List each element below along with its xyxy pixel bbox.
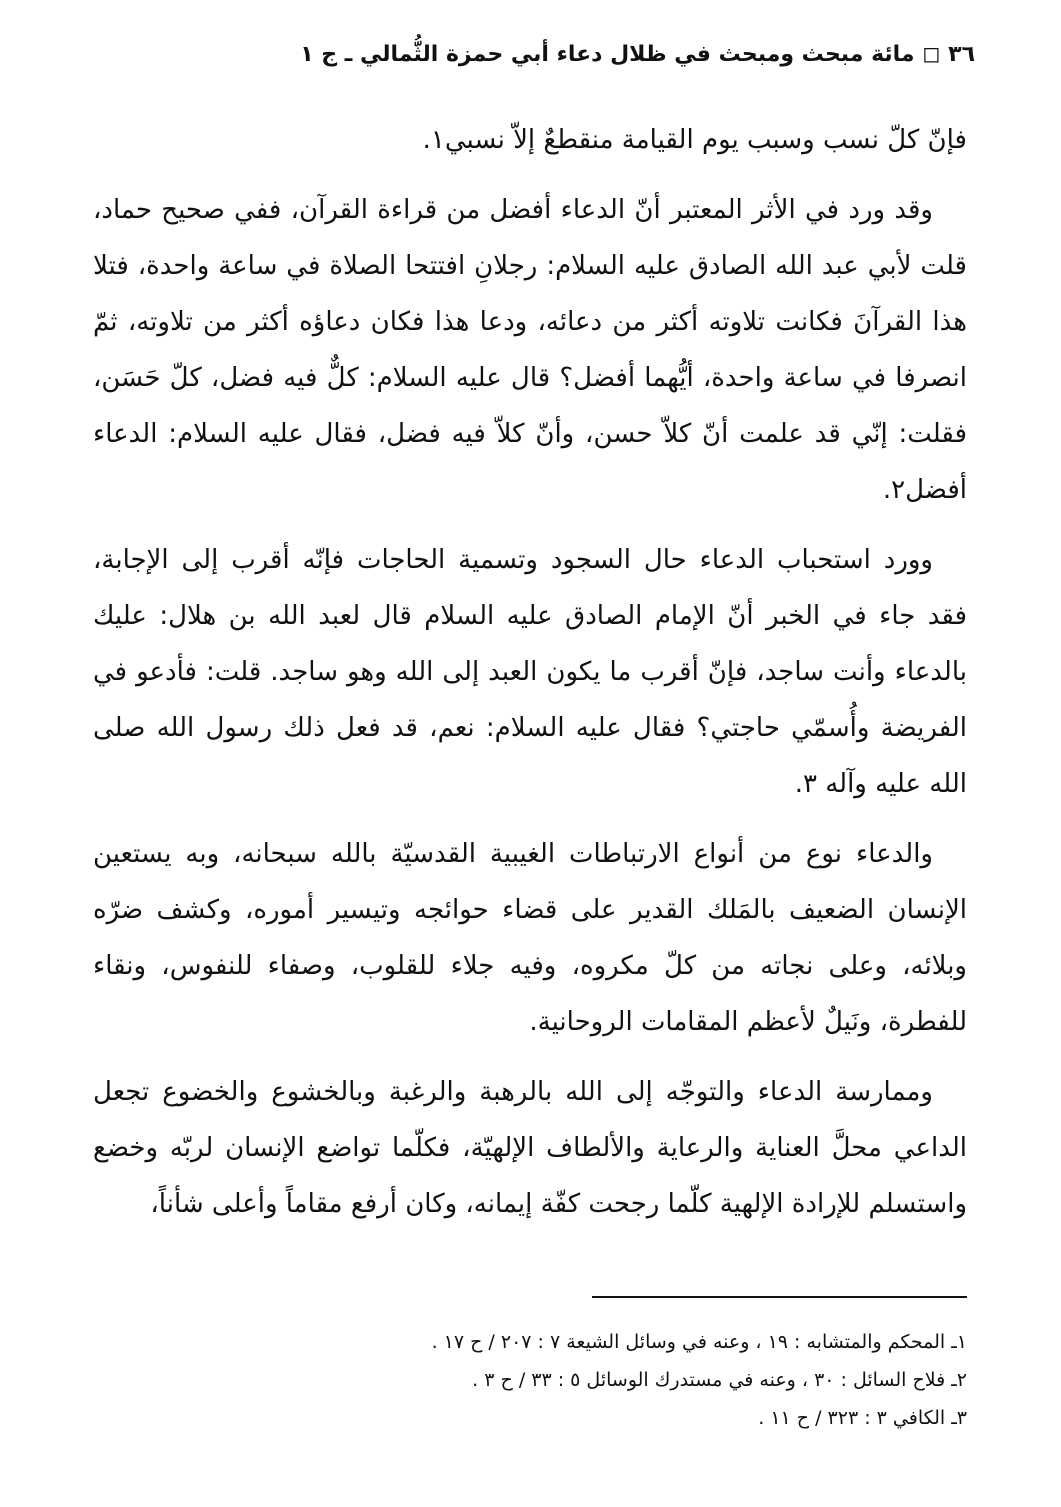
paragraph-4: والدعاء نوع من أنواع الارتباطات الغيبية القدسيّة بالله سبحانه، وبه يستعين الإنسان الضعيف بالمَلك القدير على قضاء حوائجه وتيسير أموره، وكشف ضرّه وبلائه، وعلى نجاته من كلّ مكروه، وفيه جلاء للقلوب، وصفاء للنفوس، ونقاء للفطرة، ونَيلٌ لأعظم المقامات الروحانية.: [93, 839, 967, 1037]
page-header-text: ٣٦ ◻ مائة مبحث ومبحث في ظلال دعاء أبي حمزة الثُّمالي ـ ج ١: [300, 42, 975, 67]
paragraph-5: وممارسة الدعاء والتوجّه إلى الله بالرهبة والرغبة وبالخشوع والخضوع تجعل الداعي محلَّ العناية والرعاية والألطاف الإلهيّة، فكلّما تواضع الإنسان لربّه وخضع واستسلم للإرادة الإلهية كلّما رجحت كفّة إيمانه، وكان أرفع مقاماً وأعلى شأناً،: [93, 1077, 967, 1219]
paragraph-1: فإنّ كلّ نسب وسبب يوم القيامة منقطعٌ إلاّ نسبي١.: [422, 125, 967, 155]
footnotes: [94, 1323, 967, 1437]
page-header: [86, 44, 975, 66]
paragraph-2: وقد ورد في الأثر المعتبر أنّ الدعاء أفضل من قراءة القرآن، ففي صحيح حماد، قلت لأبي عبد الله الصادق عليه السلام: رجلانِ افتتحا الصلاة في ساعة واحدة، فتلا هذا القرآنَ فكانت تلاوته أكثر من دعائه، ودعا هذا فكان دعاؤه أكثر من تلاوته، ثمّ انصرفا في ساعة واحدة، أيُّهما أفضل؟ قال عليه السلام: كلٌّ فيه فضل، كلّ حَسَن، فقلت: إنّي قد علمت أنّ كلاّ حسن، وأنّ كلاّ فيه فضل، فقال عليه السلام: الدعاء أفضل٢.: [93, 195, 967, 505]
paragraph-3: وورد استحباب الدعاء حال السجود وتسمية الحاجات فإنّه أقرب إلى الإجابة، فقد جاء في الخبر أنّ الإمام الصادق عليه السلام قال لعبد الله بن هلال: عليك بالدعاء وأنت ساجد، فإنّ أقرب ما يكون العبد إلى الله وهو ساجد. قلت: فأدعو في الفريضة وأُسمّي حاجتي؟ فقال عليه السلام: نعم، قد فعل ذلك رسول الله صلى الله عليه وآله ٣.: [93, 545, 967, 799]
footnote-1: ١ـ المحكم والمتشابه : ١٩ ، وعنه في وسائل الشيعة ٧ : ٢٠٧ / ح ١٧ .: [431, 1331, 967, 1353]
footnote-3: ٣ـ الكافي ٣ : ٣٢٣ / ح ١١ .: [758, 1407, 967, 1429]
main-text: [93, 112, 967, 1246]
footnote-2: ٢ـ فلاح السائل : ٣٠ ، وعنه في مستدرك الوسائل ٥ : ٣٣ / ح ٣ .: [472, 1369, 967, 1391]
footnote-divider: [592, 1296, 967, 1298]
